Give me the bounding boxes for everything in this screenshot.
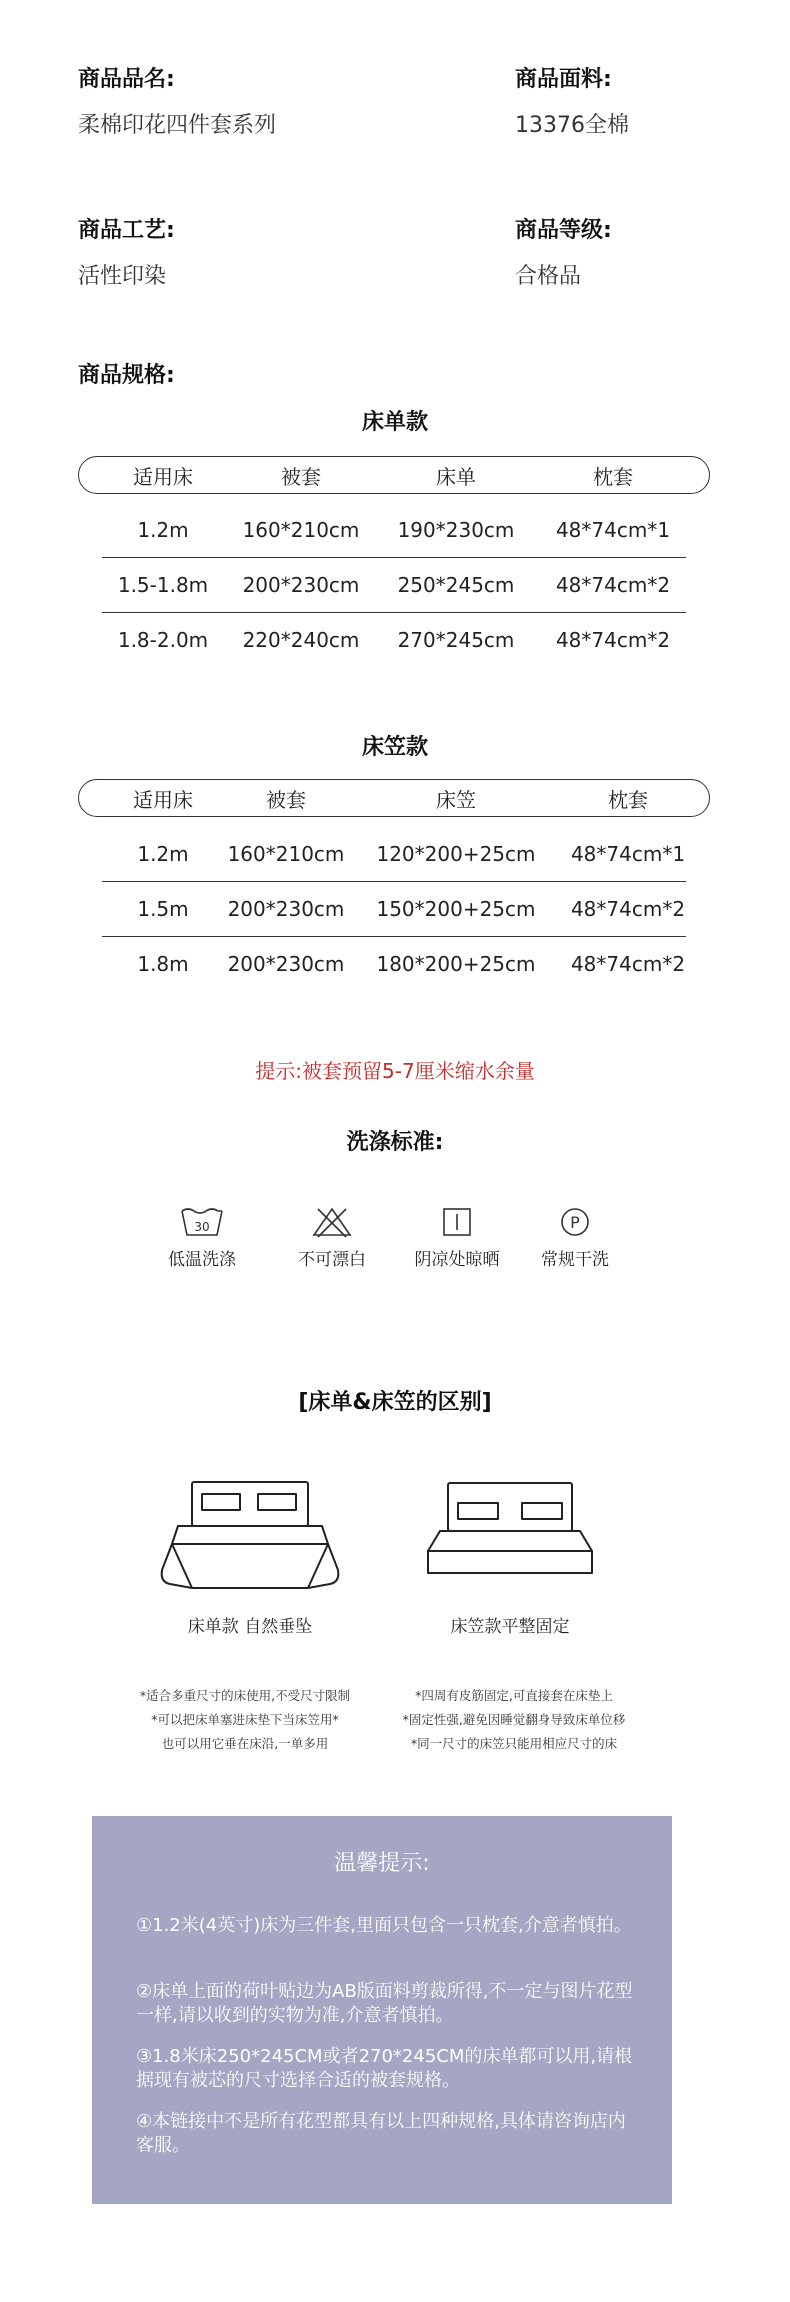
table-cell: 200*230cm [242, 573, 360, 597]
no-bleach-icon [308, 1205, 356, 1239]
table-cell: 160*210cm [227, 842, 345, 866]
wash-30-icon [178, 1205, 226, 1239]
washing-title: 洗涤标准: [346, 1130, 444, 1155]
wash-item [402, 1205, 512, 1270]
shrinkage-notice: 提示:被套预留5-7厘米缩水余量 [255, 1059, 535, 1083]
fitted-header-fitted: 床笠 [436, 788, 476, 812]
product-name-label: 商品品名: [78, 67, 175, 92]
table-cell: 180*200+25cm [376, 952, 536, 976]
warm-tips-box [92, 1816, 672, 2204]
fitted-sheet-bed-illustration [410, 1475, 610, 1585]
table-cell: 48*74cm*2 [555, 573, 671, 597]
flat-note: 也可以用它垂在床沿,一单多用 [161, 1736, 329, 1751]
wash-item [147, 1205, 257, 1270]
dry-clean-icon [551, 1205, 599, 1239]
svg-text:P: P [570, 1213, 580, 1232]
flat-sheet-caption: 床单款 自然垂坠 [187, 1617, 313, 1637]
tip-item: ③1.8米床250*245CM或者270*245CM的床单都可以用,请根据现有被芯的尺寸选择合适的被套规格。 [136, 2046, 633, 2091]
flat-header-bed: 适用床 [133, 465, 193, 489]
row-divider [102, 557, 686, 558]
table-cell: 1.8m [137, 952, 189, 976]
table-cell: 160*210cm [242, 518, 360, 542]
table-cell: 48*74cm*2 [570, 897, 686, 921]
fitted-sheet-title: 床笠款 [361, 735, 428, 760]
craft-value: 活性印染 [78, 264, 167, 289]
flat-sheet-title: 床单款 [361, 410, 428, 435]
wash-label: 低温洗涤 [168, 1250, 236, 1270]
fitted-header-duvet: 被套 [266, 788, 306, 812]
flat-header-pillow: 枕套 [593, 465, 633, 489]
wash-item [277, 1205, 387, 1270]
fabric-value: 13376全棉 [515, 113, 629, 138]
flat-note: *适合多重尺寸的床使用,不受尺寸限制 [139, 1688, 351, 1703]
grade-label: 商品等级: [515, 218, 612, 243]
flat-note: *可以把床单塞进床垫下当床笠用* [151, 1712, 339, 1727]
table-cell: 220*240cm [242, 628, 360, 652]
craft-label: 商品工艺: [78, 218, 175, 243]
fitted-sheet-caption: 床笠款平整固定 [450, 1617, 570, 1637]
difference-title: [床单&床笠的区别] [298, 1390, 492, 1415]
table-cell: 1.8-2.0m [117, 628, 209, 652]
wash-item [520, 1205, 630, 1270]
shade-dry-icon [433, 1205, 481, 1239]
table-cell: 200*230cm [227, 952, 345, 976]
table-cell: 1.2m [137, 518, 189, 542]
tip-item: ②床单上面的荷叶贴边为AB版面料剪裁所得,不一定与图片花型一样,请以收到的实物为准,介意者慎拍。 [136, 1981, 633, 2026]
table-cell: 270*245cm [397, 628, 515, 652]
row-divider [102, 936, 686, 937]
table-cell: 190*230cm [397, 518, 515, 542]
wash-label: 阴凉处晾晒 [414, 1250, 500, 1270]
product-name-value: 柔棉印花四件套系列 [78, 113, 277, 138]
table-cell: 1.5-1.8m [117, 573, 209, 597]
row-divider [102, 881, 686, 882]
table-cell: 48*74cm*1 [570, 842, 686, 866]
grade-value: 合格品 [515, 264, 582, 289]
flat-header-sheet: 床单 [436, 465, 476, 489]
row-divider [102, 612, 686, 613]
table-cell: 120*200+25cm [376, 842, 536, 866]
wash-label: 常规干洗 [541, 1250, 609, 1270]
wash-label: 不可漂白 [298, 1250, 366, 1270]
table-cell: 48*74cm*2 [555, 628, 671, 652]
fitted-header-pillow: 枕套 [608, 788, 648, 812]
tip-item: ①1.2米(4英寸)床为三件套,里面只包含一只枕套,介意者慎拍。 [136, 1915, 632, 1936]
table-cell: 250*245cm [397, 573, 515, 597]
tips-title: 温馨提示: [334, 1851, 430, 1876]
table-cell: 200*230cm [227, 897, 345, 921]
table-cell: 48*74cm*1 [555, 518, 671, 542]
spec-label: 商品规格: [78, 363, 175, 388]
tip-item: ④本链接中不是所有花型都具有以上四种规格,具体请咨询店内客服。 [136, 2111, 626, 2156]
table-cell: 1.5m [137, 897, 189, 921]
table-cell: 48*74cm*2 [570, 952, 686, 976]
flat-sheet-bed-illustration [140, 1470, 360, 1600]
fitted-header-bed: 适用床 [133, 788, 193, 812]
fitted-note: *四周有皮筋固定,可直接套在床垫上 [415, 1688, 613, 1703]
flat-header-duvet: 被套 [281, 465, 321, 489]
table-cell: 1.2m [137, 842, 189, 866]
svg-text:30: 30 [194, 1220, 210, 1234]
table-cell: 150*200+25cm [376, 897, 536, 921]
fabric-label: 商品面料: [515, 67, 612, 92]
fitted-note: *同一尺寸的床笠只能用相应尺寸的床 [410, 1736, 618, 1751]
fitted-note: *固定性强,避免因睡觉翻身导致床单位移 [402, 1712, 626, 1727]
